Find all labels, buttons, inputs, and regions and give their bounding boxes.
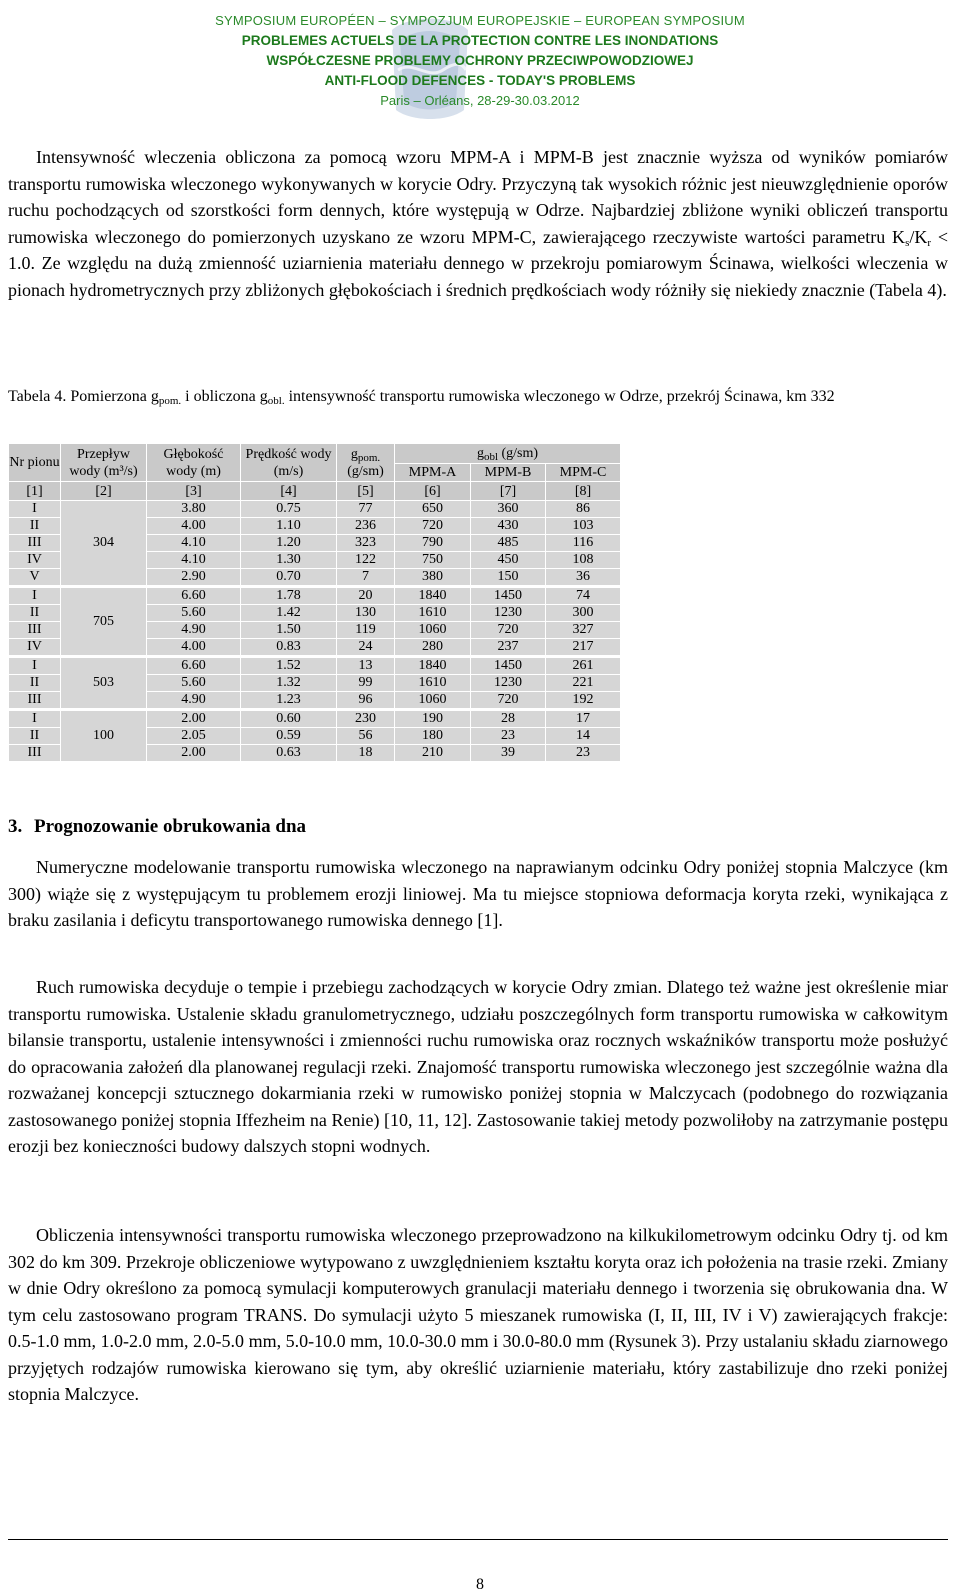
column-index: [7]: [471, 482, 546, 501]
cell-depth: 2.05: [147, 728, 241, 745]
cell-depth: 6.60: [147, 587, 241, 605]
table-body: [9, 501, 621, 762]
cell-velocity: 1.10: [241, 518, 337, 535]
subscript: pom.: [158, 395, 182, 407]
table-row: [9, 710, 621, 728]
header-line-english-title: ANTI-FLOOD DEFENCES - TODAY'S PROBLEMS: [324, 73, 636, 88]
paragraph-text: Intensywność wleczenia obliczona za pomocą wzoru MPM-A i MPM-B jest znacznie wyższa od wyników pomiarów transportu rumowiska wleczonego wykonywanych w korycie Odry. Przyczyną tak wysokich różnic jest nieuwzględnienie oporów ruchu pochodzących od szorstkości form dennych, które występują w Odrze. Najbardziej zbliżone wyniki obliczeń transportu rumowiska wleczonego do pomierzonych uzyskano ze wzoru MPM-C, zawierającego rzeczywiste wartości parametru K: [8, 147, 948, 247]
header-g-symbol: g: [476, 446, 484, 461]
cell-depth: 5.60: [147, 605, 241, 622]
cell-nr-pionu: V: [9, 569, 61, 587]
cell-mpm-a: 1610: [395, 675, 471, 692]
cell-mpm-a: 380: [395, 569, 471, 587]
cell-velocity: 0.83: [241, 639, 337, 657]
cell-g-measured: 20: [337, 587, 395, 605]
header-nr-pionu: Nr pionu: [9, 444, 61, 482]
cell-depth: 2.90: [147, 569, 241, 587]
cell-mpm-c: 36: [546, 569, 621, 587]
table-caption: [8, 386, 948, 408]
cell-mpm-a: 720: [395, 518, 471, 535]
cell-nr-pionu: I: [9, 657, 61, 675]
cell-mpm-a: 1840: [395, 587, 471, 605]
cell-mpm-b: 150: [471, 569, 546, 587]
header-unit: (g/sm): [498, 446, 539, 461]
cell-velocity: 1.42: [241, 605, 337, 622]
cell-velocity: 0.63: [241, 745, 337, 762]
section-heading: [8, 816, 306, 838]
header-mpm-b: MPM-B: [471, 464, 546, 482]
cell-velocity: 1.52: [241, 657, 337, 675]
header-depth: Głębokość wody (m): [147, 444, 241, 482]
caption-text: Tabela 4. Pomierzona g: [8, 388, 159, 405]
cell-g-measured: 130: [337, 605, 395, 622]
section-title: Prognozowanie obrukowania dna: [34, 816, 307, 837]
header-g-measured: [337, 444, 395, 482]
cell-mpm-a: 1610: [395, 605, 471, 622]
header-line-venue-date: Paris – Orléans, 28-29-30.03.2012: [380, 93, 580, 108]
cell-g-measured: 56: [337, 728, 395, 745]
footer-divider: [8, 1539, 948, 1540]
paragraph-intensity-results: [8, 144, 948, 303]
cell-velocity: 0.75: [241, 501, 337, 518]
cell-g-measured: 122: [337, 552, 395, 569]
cell-nr-pionu: IV: [9, 552, 61, 569]
header-discharge: Przepływ wody (m³/s): [61, 444, 147, 482]
cell-mpm-a: 210: [395, 745, 471, 762]
paragraph-calculations: Obliczenia intensywności transportu rumowiska wleczonego przeprowadzono na kilkukilometrowym odcinku Odry tj. od km 302 do km 309. Przekroje obliczeniowe wytypowano z uwzględnieniem kształtu koryta oraz ich położenia na trasie rzeki. Zmiany w dnie Odry określono za pomocą symulacji komputerowych granulacji materiału dennego i tworzenia się obrukowania dna. W tym celu zastosowano program TRANS. Do symulacji użyto 5 mieszanek rumowiska (I, II, III, IV i V) zawierających frakcje: 0.5-1.0 mm, 1.0-2.0 mm, 2.0-5.0 mm, 5.0-10.0 mm, 10.0-30.0 mm i 30.0-80.0 mm (Rysunek 3). Przy ustalaniu składu ziarnowego przyjętych rodzajów rumowiska kierowano się tym, aby określić uziarnienie materiału, który zastabilizuje dno rzeki poniżej stopnia Malczyce.: [8, 1225, 948, 1404]
cell-discharge: 304: [61, 501, 147, 587]
cell-g-measured: 7: [337, 569, 395, 587]
caption-text: intensywność transportu rumowiska wleczonego w Odrze, przekrój Ścinawa, km 332: [284, 388, 835, 405]
cell-velocity: 1.20: [241, 535, 337, 552]
cell-nr-pionu: III: [9, 745, 61, 762]
cell-mpm-a: 650: [395, 501, 471, 518]
cell-mpm-b: 720: [471, 622, 546, 639]
bedload-transport-table: [8, 443, 621, 762]
cell-mpm-c: 192: [546, 692, 621, 710]
cell-nr-pionu: III: [9, 622, 61, 639]
column-index: [3]: [147, 482, 241, 501]
cell-mpm-c: 74: [546, 587, 621, 605]
cell-g-measured: 18: [337, 745, 395, 762]
cell-mpm-a: 280: [395, 639, 471, 657]
cell-g-measured: 24: [337, 639, 395, 657]
cell-g-measured: 230: [337, 710, 395, 728]
cell-nr-pionu: I: [9, 587, 61, 605]
cell-g-measured: 96: [337, 692, 395, 710]
cell-mpm-c: 217: [546, 639, 621, 657]
cell-nr-pionu: IV: [9, 639, 61, 657]
column-index-row: [9, 482, 621, 501]
cell-discharge: 100: [61, 710, 147, 762]
cell-nr-pionu: II: [9, 518, 61, 535]
caption-text: i obliczona g: [181, 388, 268, 405]
cell-mpm-c: 103: [546, 518, 621, 535]
page-number: 8: [476, 1576, 484, 1593]
cell-mpm-c: 14: [546, 728, 621, 745]
cell-mpm-c: 86: [546, 501, 621, 518]
column-index: [8]: [546, 482, 621, 501]
cell-mpm-b: 720: [471, 692, 546, 710]
cell-velocity: 0.60: [241, 710, 337, 728]
paragraph-text: < 1.0. Ze względu na dużą zmienność uziarnienia materiału dennego w przekroju pomiarowym Ścinawa, wielkości wleczenia w pionach hydrometrycznych przy zbliżonych głębokościach i średnich prędkościach wody różniły się niekiedy znacznie (Tabela 4).: [8, 226, 948, 300]
cell-g-measured: 119: [337, 622, 395, 639]
cell-g-measured: 99: [337, 675, 395, 692]
table-row: [9, 587, 621, 605]
cell-mpm-b: 1230: [471, 605, 546, 622]
cell-mpm-c: 327: [546, 622, 621, 639]
cell-mpm-a: 790: [395, 535, 471, 552]
header-velocity: Prędkość wody (m/s): [241, 444, 337, 482]
cell-mpm-c: 221: [546, 675, 621, 692]
cell-g-measured: 323: [337, 535, 395, 552]
cell-mpm-b: 360: [471, 501, 546, 518]
paragraph-numerical-modelling: Numeryczne modelowanie transportu rumowiska wleczonego na naprawianym odcinku Odry poniżej stopnia Malczyce (km 300) wiąże się z występującym tu problemem erozji liniowej. Ma tu miejsce stopniowa deformacja koryta rzeki, wynikająca z braku zasilania i deficytu transportowanego rumowiska dennego [1].: [8, 857, 948, 930]
section-number: 3.: [8, 816, 23, 837]
cell-mpm-b: 450: [471, 552, 546, 569]
cell-mpm-c: 261: [546, 657, 621, 675]
subscript: obl.: [267, 395, 285, 407]
cell-mpm-b: 23: [471, 728, 546, 745]
cell-mpm-b: 28: [471, 710, 546, 728]
cell-depth: 4.10: [147, 535, 241, 552]
cell-depth: 4.90: [147, 692, 241, 710]
column-index: [4]: [241, 482, 337, 501]
header-line-polish-title: WSPÓŁCZESNE PROBLEMY OCHRONY PRZECIWPOWODZIOWEJ: [266, 53, 694, 68]
cell-mpm-a: 1840: [395, 657, 471, 675]
column-index: [1]: [9, 482, 61, 501]
cell-velocity: 1.50: [241, 622, 337, 639]
cell-mpm-b: 237: [471, 639, 546, 657]
cell-depth: 4.00: [147, 518, 241, 535]
cell-depth: 2.00: [147, 745, 241, 762]
cell-velocity: 1.32: [241, 675, 337, 692]
header-mpm-a: MPM-A: [395, 464, 471, 482]
subscript: s: [905, 236, 910, 249]
column-index: [2]: [61, 482, 147, 501]
cell-nr-pionu: I: [9, 501, 61, 518]
table-row: [9, 657, 621, 675]
cell-g-measured: 236: [337, 518, 395, 535]
cell-nr-pionu: III: [9, 692, 61, 710]
header-line-symposium: SYMPOSIUM EUROPÉEN – SYMPOZJUM EUROPEJSKIE – EUROPEAN SYMPOSIUM: [215, 13, 745, 28]
cell-mpm-c: 108: [546, 552, 621, 569]
column-index: [6]: [395, 482, 471, 501]
cell-velocity: 1.23: [241, 692, 337, 710]
header-line-french-title: PROBLEMES ACTUELS DE LA PROTECTION CONTRE LES INONDATIONS: [241, 33, 719, 48]
cell-mpm-b: 1450: [471, 587, 546, 605]
cell-velocity: 1.30: [241, 552, 337, 569]
cell-depth: 4.00: [147, 639, 241, 657]
cell-depth: 3.80: [147, 501, 241, 518]
cell-velocity: 1.78: [241, 587, 337, 605]
subscript: r: [927, 236, 932, 249]
cell-nr-pionu: II: [9, 605, 61, 622]
cell-discharge: 503: [61, 657, 147, 710]
cell-depth: 6.60: [147, 657, 241, 675]
cell-mpm-a: 1060: [395, 622, 471, 639]
cell-mpm-a: 180: [395, 728, 471, 745]
cell-mpm-b: 1450: [471, 657, 546, 675]
cell-mpm-c: 116: [546, 535, 621, 552]
paragraph-text: /K: [909, 226, 928, 247]
cell-mpm-c: 23: [546, 745, 621, 762]
header-g-symbol: g: [350, 446, 358, 462]
cell-depth: 5.60: [147, 675, 241, 692]
header-g-calculated: [395, 444, 621, 464]
cell-mpm-a: 190: [395, 710, 471, 728]
cell-nr-pionu: II: [9, 728, 61, 745]
subscript: obl: [483, 451, 498, 463]
subscript: pom.: [357, 451, 381, 464]
paragraph-sediment-movement: Ruch rumowiska decyduje o tempie i przebiegu zachodzących w korycie Odry zmian. Dlatego też ważne jest określenie miar transportu rumowiska. Ustalenie składu granulometrycznego, udziału poszczególnych form transportu rumowiska w całkowitym bilansie transportu, ustalenie intensywności i zmienności ruchu rumowiska oraz rocznych wskaźników transportu może posłużyć do opracowania założeń dla planowanej regulacji rzeki. Znajomość transportu rumowiska wleczonego jest szczególnie ważna dla rozważanej koncepcji sztucznego dokarmiania rzeki w rumowisko poniżej stopnia w Malczycach (podobnego do rozwiązania zastosowanego poniżej stopnia Iffezheim na Renie) [10, 11, 12]. Zastosowanie takiej metody pozwoliłoby na zatrzymanie postępu erozji bez konieczności budowy dalszych stopni wodnych.: [8, 977, 948, 1156]
table-row: [9, 501, 621, 518]
cell-velocity: 0.59: [241, 728, 337, 745]
cell-mpm-b: 430: [471, 518, 546, 535]
symposium-header: [0, 8, 960, 126]
cell-mpm-a: 750: [395, 552, 471, 569]
cell-mpm-c: 17: [546, 710, 621, 728]
cell-g-measured: 13: [337, 657, 395, 675]
cell-g-measured: 77: [337, 501, 395, 518]
cell-nr-pionu: I: [9, 710, 61, 728]
cell-mpm-b: 39: [471, 745, 546, 762]
cell-mpm-c: 300: [546, 605, 621, 622]
cell-mpm-b: 485: [471, 535, 546, 552]
column-index: [5]: [337, 482, 395, 501]
cell-nr-pionu: II: [9, 675, 61, 692]
header-unit: (g/sm): [347, 463, 384, 479]
cell-depth: 4.90: [147, 622, 241, 639]
cell-mpm-a: 1060: [395, 692, 471, 710]
cell-velocity: 0.70: [241, 569, 337, 587]
cell-depth: 4.10: [147, 552, 241, 569]
cell-depth: 2.00: [147, 710, 241, 728]
header-mpm-c: MPM-C: [546, 464, 621, 482]
cell-discharge: 705: [61, 587, 147, 657]
cell-mpm-b: 1230: [471, 675, 546, 692]
cell-nr-pionu: III: [9, 535, 61, 552]
